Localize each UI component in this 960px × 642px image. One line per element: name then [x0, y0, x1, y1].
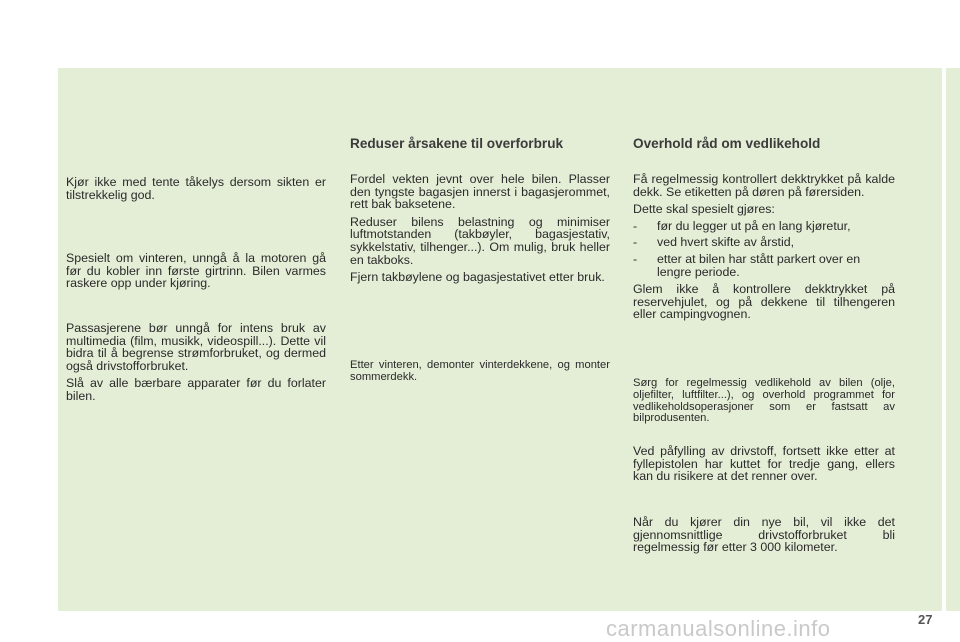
col1-paragraph-1	[66, 176, 326, 201]
list-item	[633, 220, 895, 233]
weight-distribution-text: Fordel vekten jevnt over hele bilen. Plasser den tyngste bagasjen innerst i bagasjerommet, rett bak baksetene.	[350, 172, 610, 212]
page-number: 27	[918, 612, 933, 627]
bullet-dash: -	[633, 235, 638, 250]
portable-devices-text: Slå av alle bærbare apparater før du forlater bilen.	[66, 376, 326, 403]
tyre-pressure-text: Få regelmessig kontrollert dekktrykket på kalde dekk. Se etiketten på døren på førersiden.	[633, 172, 895, 199]
refuelling-text: Ved påfylling av drivstoff, fortsett ikke etter at fyllepistolen har kuttet for tredje gang, ellers kan du risikere at det renner over.	[633, 444, 895, 484]
bullet-dash: -	[633, 251, 638, 266]
maintenance-text: Sørg for regelmessig vedlikehold av bilen (olje, oljefilter, luftfilter...), og overhold programmet for vedlikeholdsoperasjoner som er fastsatt av bilprodusenten.	[633, 377, 895, 425]
multimedia-text: Passasjerene bør unngå for intens bruk av multimedia (film, musikk, videospill...). Dette vil bidra til å begrense strømforbruket, og dermed også drivstofforbruket.	[66, 321, 326, 373]
col3-refuelling	[633, 445, 895, 483]
col3-new-car	[633, 516, 895, 554]
bullet-dash: -	[633, 218, 638, 233]
fog-lights-text: Kjør ikke med tente tåkelys dersom sikten er tilstrekkelig god.	[66, 175, 326, 202]
reduce-load-text: Reduser bilens belastning og minimiser luftmotstanden (takbøyler, bagasjestativ, sykkelstativ, tilhenger...). Om mulig, bruk heller en takboks.	[350, 214, 610, 267]
winter-engine-text: Spesielt om vinteren, unngå å la motoren gå før du kobler inn første girtrinn. Bilen varmes raskere opp under kjøring.	[66, 251, 326, 291]
col1-paragraph-2	[66, 252, 326, 290]
col1-paragraph-3	[66, 322, 326, 403]
section-heading-overconsumption: Reduser årsakene til overforbruk	[350, 136, 564, 151]
section-heading-maintenance: Overhold råd om vedlikehold	[633, 136, 821, 151]
page-edge-strip	[946, 68, 960, 611]
watermark-logo: carmanualsonline.info	[606, 616, 831, 641]
new-car-consumption-text: Når du kjører din nye bil, vil ikke det gjennomsnittlige drivstofforbruket bli regelmessig før etter 3 000 kilometer.	[633, 515, 895, 555]
col2-paragraphs	[350, 173, 610, 284]
winter-tyres-text: Etter vinteren, demonter vinterdekkene, og monter sommerdekk.	[350, 359, 610, 383]
especially-text: Dette skal spesielt gjøres:	[633, 202, 775, 217]
bullet-season-change: ved hvert skifte av årstid,	[657, 235, 795, 250]
bullet-long-trip: før du legger ut på en lang kjøretur,	[657, 218, 851, 233]
spare-wheel-text: Glem ikke å kontrollere dekktrykket på reservehjulet, og på dekkene til tilhengeren eller campingvognen.	[633, 282, 895, 322]
bullet-parked: etter at bilen har stått parkert over en lengre periode.	[657, 251, 861, 279]
list-item	[633, 236, 895, 249]
list-item	[633, 253, 895, 278]
roof-bars-text: Fjern takbøylene og bagasjestativet etter bruk.	[350, 270, 605, 285]
col3-tyre-pressure	[633, 173, 895, 321]
col2-winter-tyres	[350, 360, 610, 384]
col3-maintenance	[633, 378, 895, 425]
